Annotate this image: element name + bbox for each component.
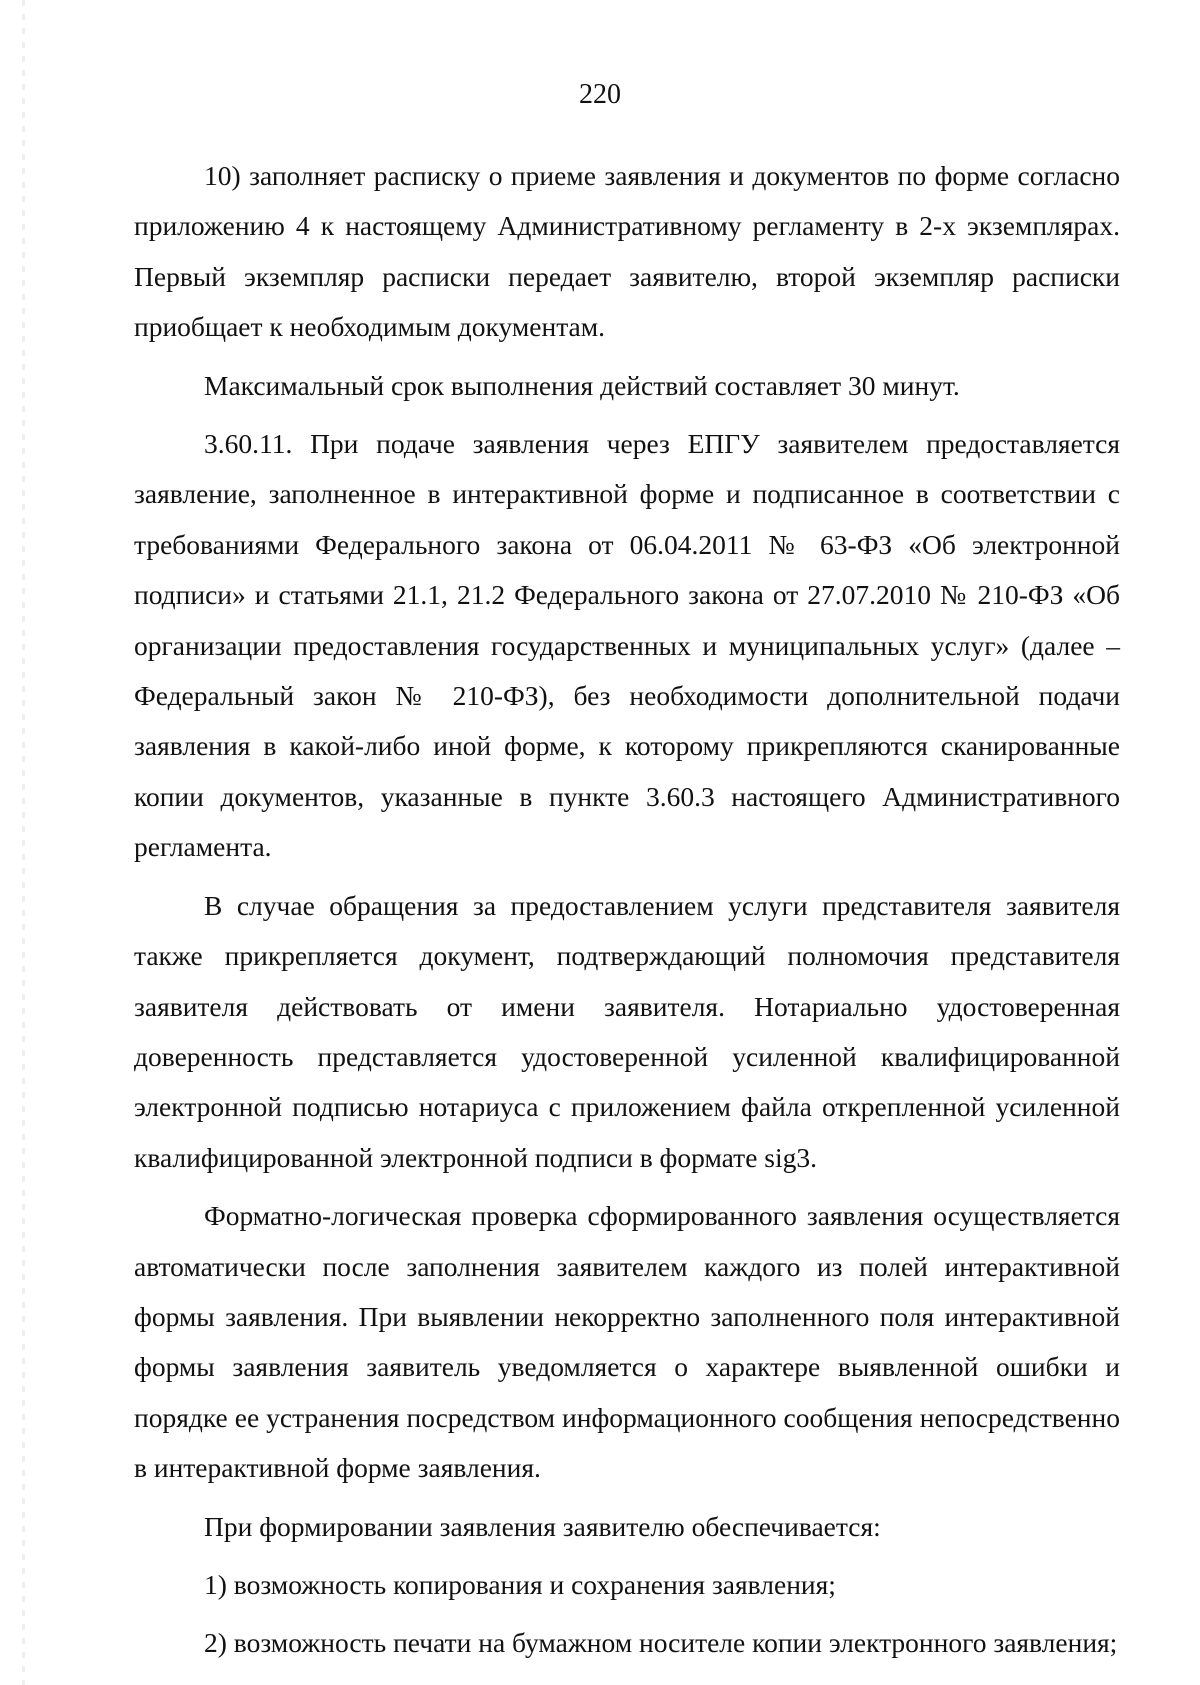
page-number: 220 <box>579 79 621 110</box>
list-item-print: 2) возможность печати на бумажном носителе копии электронного заявления; <box>204 1627 1118 1659</box>
scan-edge-artifact <box>22 0 25 1685</box>
document-body <box>134 151 1120 1669</box>
paragraph-3-60-11: 3.60.11. При подаче заявления через ЕПГУ заявителем предоставляется заявление, заполненное в интерактивной форме и подписанное в соответствии с требованиями Федерального закона от 06.04.2011 № 63-ФЗ «Об электронной подписи» и статьями 21.1, 21.2 Федерального закона от 27.07.2010 № 210-ФЗ «Об организации предоставления государственных и муниципальных услуг» (далее – Федеральный закон № 210-ФЗ), без необходимости дополнительной подачи заявления в какой-либо иной форме, к которому прикрепляются сканированные копии документов, указанные в пункте 3.60.3 настоящего Административного регламента. <box>134 428 1120 863</box>
paragraph-item-10-receipt: 10) заполняет расписку о приеме заявления и документов по форме согласно приложению 4 к настоящему Административному регламенту в 2-х экземплярах. Первый экземпляр расписки передает заявителю, второй экземпляр расписки приобщает к необходимым документам. <box>134 160 1120 343</box>
paragraph-max-time: Максимальный срок выполнения действий составляет 30 минут. <box>204 369 960 401</box>
paragraph-representative: В случае обращения за предоставлением услуги представителя заявителя также прикрепляется документ, подтверждающий полномочия представителя заявителя действовать от имени заявителя. Нотариально удостоверенная доверенность представляется удостоверенной усиленной квалифицированной электронной подписью нотариуса с приложением файла открепленной усиленной квалифицированной электронной подписи в формате sig3. <box>134 889 1120 1173</box>
paragraph-format-check: Форматно-логическая проверка сформированного заявления осуществляется автоматически после заполнения заявителем каждого из полей интерактивной формы заявления. При выявлении некорректно заполненного поля интерактивной формы заявления заявитель уведомляется о характере выявленной ошибки и порядке ее устранения посредством информационного сообщения непосредственно в интерактивной форме заявления. <box>134 1200 1120 1484</box>
list-item-copy-save: 1) возможность копирования и сохранения заявления; <box>204 1568 836 1600</box>
paragraph-provided-features: При формировании заявления заявителю обеспечивается: <box>204 1510 881 1542</box>
